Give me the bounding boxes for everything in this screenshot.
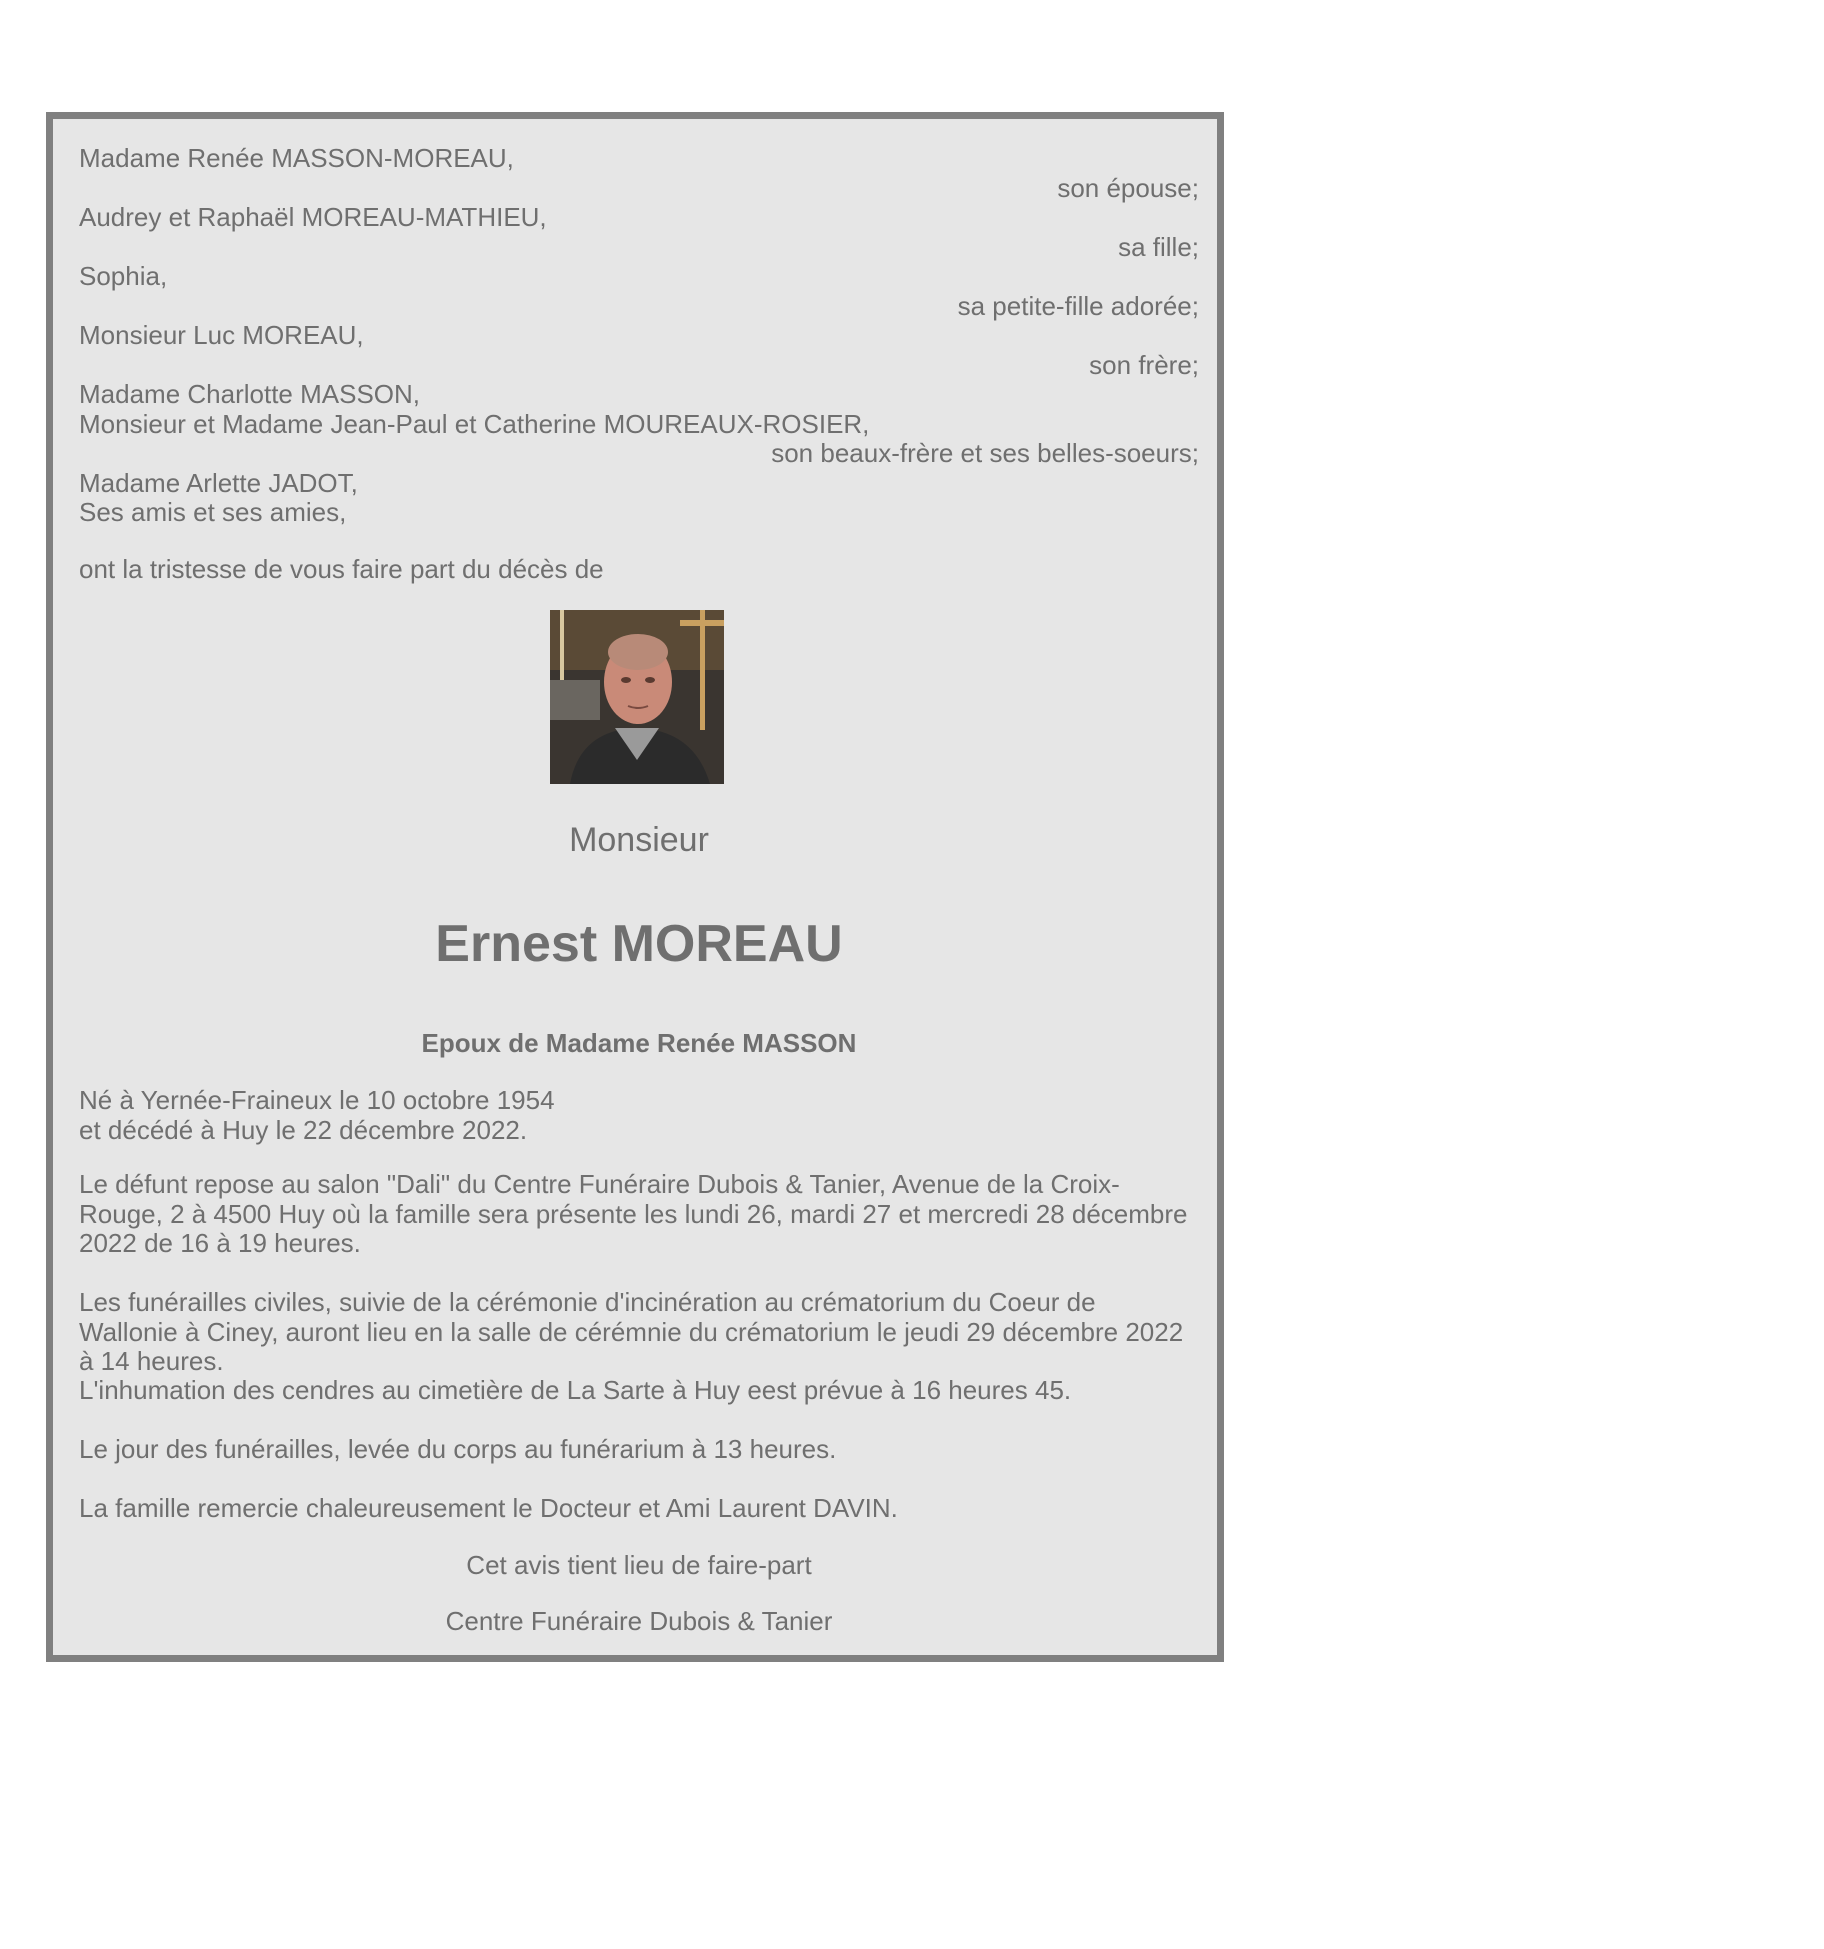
- family-relation: sa petite-fille adorée;: [957, 290, 1199, 321]
- family-list: [79, 144, 1199, 528]
- family-relation: son beaux-frère et ses belles-soeurs;: [771, 438, 1199, 468]
- honorific: Monsieur: [569, 821, 709, 859]
- family-name: Madame Charlotte MASSON,: [79, 379, 421, 409]
- thanks-paragraph: La famille remercie chaleureusement le Docteur et Ami Laurent DAVIN.: [79, 1493, 898, 1523]
- deceased-name: Ernest MOREAU: [435, 915, 843, 973]
- family-relation: sa fille;: [1118, 231, 1199, 262]
- portrait-photo: [550, 610, 724, 784]
- family-name: Ses amis et ses amies,: [79, 497, 347, 527]
- intro-text: ont la tristesse de vous faire part du décès de: [79, 554, 604, 584]
- death-line: et décédé à Huy le 22 décembre 2022.: [79, 1114, 528, 1145]
- rest-paragraph: Le défunt repose au salon "Dali" du Centre Funéraire Dubois & Tanier, Avenue de la Croix-Rouge, 2 à 4500 Huy où la famille sera présente les lundi 26, mardi 27 et mercredi 28 décembre 2022 de 16 à 19 heures.: [79, 1169, 1188, 1258]
- footer-org: Centre Funéraire Dubois & Tanier: [445, 1606, 833, 1636]
- family-name: Madame Arlette JADOT,: [79, 467, 358, 498]
- family-name: Monsieur et Madame Jean-Paul et Catherine MOUREAUX-ROSIER,: [79, 408, 870, 439]
- family-name: Sophia,: [79, 261, 168, 291]
- family-name: Audrey et Raphaël MOREAU-MATHIEU,: [79, 202, 547, 232]
- family-relation: son frère;: [1089, 349, 1199, 380]
- birth-death-block: [79, 1086, 1199, 1145]
- family-name: Monsieur Luc MOREAU,: [79, 320, 364, 350]
- birth-line: Né à Yernée-Fraineux le 10 octobre 1954: [79, 1085, 555, 1115]
- inhumation-paragraph: L'inhumation des cendres au cimetière de La Sarte à Huy eest prévue à 16 heures 45.: [79, 1375, 1072, 1405]
- footer-note: Cet avis tient lieu de faire-part: [466, 1550, 812, 1580]
- family-relation: son épouse;: [1057, 172, 1199, 203]
- funeral-paragraph: Les funérailles civiles, suivie de la cérémonie d'incinération au crématorium du Coeur de Wallonie à Ciney, auront lieu en la salle de cérémnie du crématorium le jeudi 29 décembre 2022 à 14 heures.: [79, 1287, 1184, 1376]
- funeral-day-paragraph: Le jour des funérailles, levée du corps au funérarium à 13 heures.: [79, 1434, 837, 1464]
- family-name: Madame Renée MASSON-MOREAU,: [79, 143, 514, 173]
- spouse-line: Epoux de Madame Renée MASSON: [421, 1028, 857, 1058]
